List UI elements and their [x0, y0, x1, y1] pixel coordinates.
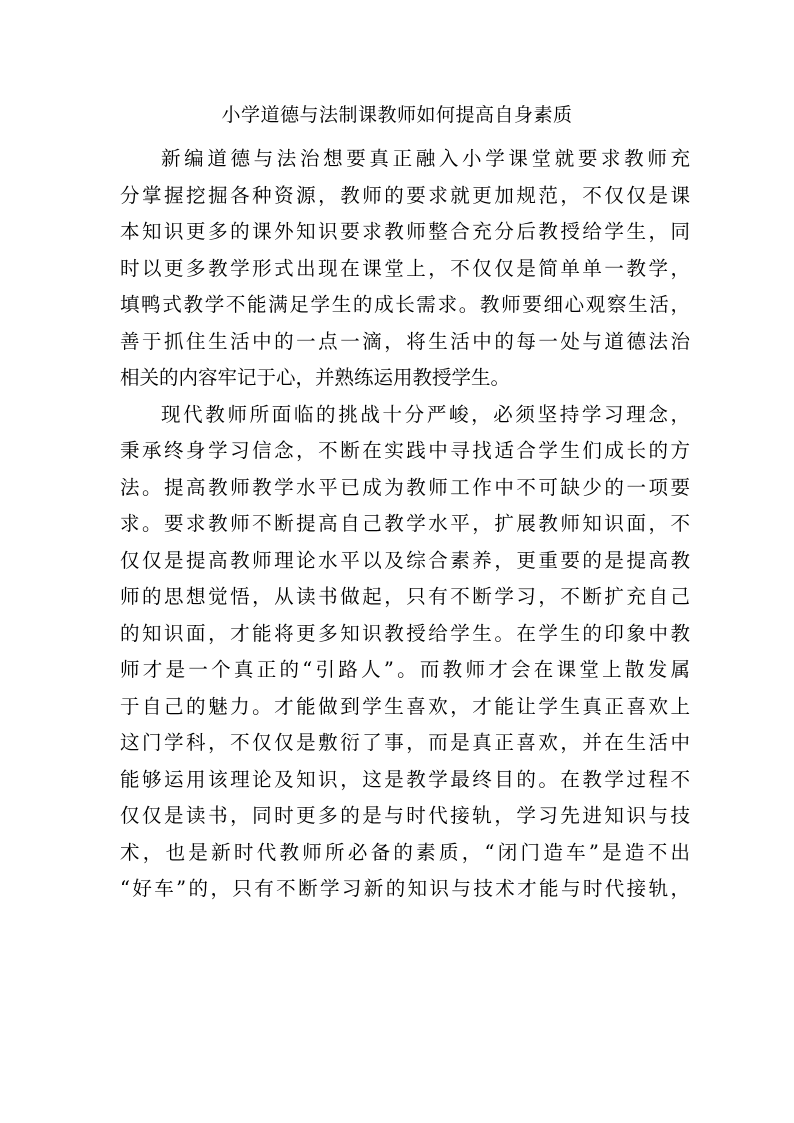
- paragraph-1-line-7: 相关的内容牢记于心，并熟练运用教授学生。: [120, 366, 511, 389]
- paragraph-2-line-4: 求。要求教师不断提高自己教学水平，扩展教师知识面，不: [120, 512, 690, 535]
- paragraph-1-line-2: 分掌握挖掘各种资源，教师的要求就更加规范，不仅仅是课: [120, 183, 690, 207]
- paragraph-2-line-13: 术，也是新时代教师所必备的素质，“闭门造车”是造不出: [120, 840, 690, 864]
- paragraph-1-line-6: 善于抓住生活中的一点一滴，将生活中的每一处与道德法治: [120, 329, 690, 353]
- paragraph-2-line-10: 这门学科，不仅仅是敷衍了事，而是真正喜欢，并在生活中: [120, 731, 690, 754]
- paragraph-2-line-3: 法。提高教师教学水平已成为教师工作中不可缺少的一项要: [120, 475, 690, 499]
- paragraph-1-line-4: 时以更多教学形式出现在课堂上，不仅仅是简单单一教学，: [120, 256, 690, 280]
- paragraph-1-line-5: 填鸭式教学不能满足学生的成长需求。教师要细心观察生活，: [120, 293, 690, 316]
- paragraph-2-line-9: 于自己的魅力。才能做到学生喜欢，才能让学生真正喜欢上: [120, 694, 690, 718]
- document-title: 小学道德与法制课教师如何提高自身素质: [221, 104, 573, 126]
- paragraph-2-line-1: 现代教师所面临的挑战十分严峻，必须坚持学习理念，: [161, 402, 690, 426]
- paragraph-2-line-7: 的知识面，才能将更多知识教授给学生。在学生的印象中教: [120, 621, 690, 645]
- paragraph-2-line-6: 师的思想觉悟，从读书做起，只有不断学习，不断扩充自己: [120, 585, 690, 608]
- paragraph-1-line-1: 新编道德与法治想要真正融入小学课堂就要求教师充: [161, 147, 690, 170]
- paragraph-2-line-8: 师才是一个真正的“引路人”。而教师才会在课堂上散发属: [120, 658, 690, 681]
- document-body: [120, 141, 690, 908]
- paragraph-2-line-5: 仅仅是提高教师理论水平以及综合素养，更重要的是提高教: [120, 548, 690, 572]
- paragraph-2-line-11: 能够运用该理论及知识，这是教学最终目的。在教学过程不: [120, 767, 690, 791]
- paragraph-2-line-12: 仅仅是读书，同时更多的是与时代接轨，学习先进知识与技: [120, 804, 690, 827]
- paragraph-2-line-14: “好车”的，只有不断学习新的知识与技术才能与时代接轨，: [120, 877, 690, 900]
- paragraph-2-line-2: 秉承终身学习信念，不断在实践中寻找适合学生们成长的方: [120, 439, 690, 462]
- paragraph-1-line-3: 本知识更多的课外知识要求教师整合充分后教授给学生，同: [120, 220, 690, 243]
